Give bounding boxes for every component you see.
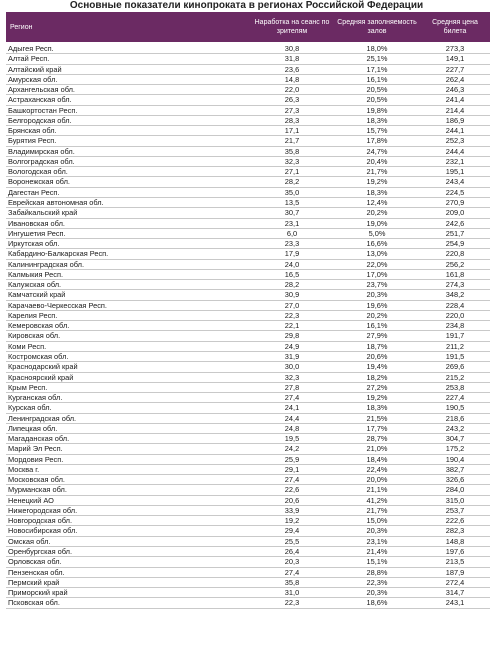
table-row [6, 229, 490, 239]
region-cell: Краснодарский край [8, 362, 78, 372]
region-cell: Крым Респ. [8, 382, 48, 392]
table-row [6, 167, 490, 177]
sessions-cell: 17,1 [284, 126, 300, 136]
table-row [6, 557, 490, 567]
table-row [6, 455, 490, 465]
occupancy-cell: 5,0% [368, 228, 386, 238]
price-cell: 191,7 [445, 331, 465, 341]
price-cell: 252,3 [445, 136, 465, 146]
region-cell: Новгородская обл. [8, 516, 73, 526]
region-cell: Еврейская автономная обл. [8, 197, 104, 207]
table-row [6, 270, 490, 280]
table-row [6, 588, 490, 598]
region-cell: Москва г. [8, 464, 40, 474]
price-cell: 269,6 [445, 362, 465, 372]
sessions-cell: 13,5 [284, 197, 300, 207]
sessions-cell: 30,9 [284, 290, 300, 300]
sessions-cell: 24,2 [284, 444, 300, 454]
region-cell: Амурская обл. [8, 74, 58, 84]
occupancy-cell: 16,1% [366, 321, 388, 331]
table-row [6, 578, 490, 588]
region-cell: Карачаево-Черкесская Респ. [8, 300, 107, 310]
price-cell: 243,1 [445, 598, 465, 608]
table-row [6, 537, 490, 547]
region-cell: Алтайский край [8, 64, 62, 74]
price-cell: 213,5 [445, 557, 465, 567]
table-row [6, 260, 490, 270]
price-cell: 148,8 [445, 536, 465, 546]
table-row [6, 157, 490, 167]
occupancy-cell: 18,4% [366, 454, 388, 464]
price-cell: 272,4 [445, 577, 465, 587]
sessions-cell: 27,8 [284, 382, 300, 392]
table-row [6, 321, 490, 331]
table-row [6, 126, 490, 136]
price-cell: 220,8 [445, 249, 465, 259]
region-cell: Мордовия Респ. [8, 454, 64, 464]
price-cell: 227,7 [445, 64, 465, 74]
sessions-cell: 29,8 [284, 331, 300, 341]
table-row [6, 219, 490, 229]
price-cell: 254,9 [445, 239, 465, 249]
table-row [6, 475, 490, 485]
occupancy-cell: 18,7% [366, 341, 388, 351]
region-cell: Омская обл. [8, 536, 51, 546]
price-cell: 149,1 [445, 54, 465, 64]
price-cell: 270,9 [445, 197, 465, 207]
occupancy-cell: 20,2% [366, 208, 388, 218]
region-cell: Воронежская обл. [8, 177, 70, 187]
occupancy-cell: 15,7% [366, 126, 388, 136]
table-row [6, 383, 490, 393]
sessions-cell: 24,9 [284, 341, 300, 351]
occupancy-cell: 20,5% [366, 95, 388, 105]
sessions-cell: 25,9 [284, 454, 300, 464]
price-cell: 220,0 [445, 310, 465, 320]
price-cell: 197,6 [445, 547, 465, 557]
price-cell: 242,6 [445, 218, 465, 228]
sessions-cell: 24,1 [284, 403, 300, 413]
price-cell: 175,2 [445, 444, 465, 454]
region-cell: Вологодская обл. [8, 167, 68, 177]
occupancy-cell: 20,4% [366, 156, 388, 166]
occupancy-cell: 23,1% [366, 536, 388, 546]
region-cell: Калмыкия Респ. [8, 269, 64, 279]
occupancy-cell: 28,8% [366, 567, 388, 577]
sessions-cell: 21,7 [284, 136, 300, 146]
price-cell: 282,3 [445, 526, 465, 536]
region-cell: Адыгея Респ. [8, 44, 54, 53]
occupancy-cell: 19,4% [366, 362, 388, 372]
occupancy-cell: 20,6% [366, 351, 388, 361]
occupancy-cell: 24,7% [366, 146, 388, 156]
table-row [6, 208, 490, 218]
region-cell: Алтай Респ. [8, 54, 50, 64]
occupancy-cell: 16,1% [366, 74, 388, 84]
occupancy-cell: 20,5% [366, 85, 388, 95]
occupancy-cell: 22,0% [366, 259, 388, 269]
price-cell: 244,1 [445, 126, 465, 136]
price-cell: 246,3 [445, 85, 465, 95]
occupancy-cell: 18,0% [366, 44, 388, 53]
price-cell: 314,7 [445, 588, 465, 598]
region-cell: Костромская обл. [8, 351, 69, 361]
region-cell: Астраханская обл. [8, 95, 72, 105]
price-cell: 191,5 [445, 351, 465, 361]
region-cell: Мурманская обл. [8, 485, 67, 495]
region-cell: Калужская обл. [8, 280, 62, 290]
sessions-cell: 29,1 [284, 464, 300, 474]
region-cell: Курская обл. [8, 403, 52, 413]
table-row [6, 239, 490, 249]
occupancy-cell: 19,8% [366, 105, 388, 115]
price-cell: 211,2 [446, 341, 464, 351]
sessions-cell: 27,3 [284, 105, 300, 115]
table-header [6, 12, 490, 42]
occupancy-cell: 17,1% [366, 64, 388, 74]
price-cell: 273,3 [445, 44, 465, 53]
table-row [6, 177, 490, 187]
sessions-cell: 20,3 [284, 557, 300, 567]
price-cell: 215,2 [445, 372, 465, 382]
price-cell: 161,8 [445, 269, 465, 279]
table-row [6, 290, 490, 300]
region-cell: Кабардино-Балкарская Респ. [8, 249, 109, 259]
sessions-cell: 17,9 [284, 249, 300, 259]
price-cell: 241,4 [445, 95, 465, 105]
occupancy-cell: 21,7% [366, 167, 388, 177]
sessions-cell: 6,0 [286, 228, 298, 238]
sessions-cell: 31,8 [284, 54, 300, 64]
region-cell: Карелия Респ. [8, 310, 58, 320]
price-cell: 228,4 [445, 300, 465, 310]
table-row [6, 65, 490, 75]
table-row [6, 44, 490, 54]
region-cell: Коми Респ. [8, 341, 47, 351]
region-cell: Владимирская обл. [8, 146, 75, 156]
occupancy-cell: 13,0% [366, 249, 388, 259]
sessions-cell: 35,8 [284, 146, 300, 156]
region-cell: Забайкальский край [8, 208, 78, 218]
occupancy-cell: 27,9% [366, 331, 388, 341]
table-row [6, 496, 490, 506]
occupancy-cell: 19,2% [366, 393, 388, 403]
table-row [6, 85, 490, 95]
region-cell: Приморский край [8, 588, 68, 598]
table-row [6, 516, 490, 526]
occupancy-cell: 21,4% [366, 547, 388, 557]
table-row [6, 403, 490, 413]
header-sessions: Наработка на сеанс по зрителям [254, 19, 330, 35]
price-cell: 224,5 [445, 187, 465, 197]
price-cell: 218,6 [445, 413, 465, 423]
sessions-cell: 28,2 [284, 177, 300, 187]
region-cell: Оренбургская обл. [8, 547, 73, 557]
region-cell: Марий Эл Респ. [8, 444, 63, 454]
sessions-cell: 35,0 [284, 187, 300, 197]
price-cell: 190,5 [445, 403, 465, 413]
sessions-cell: 16,5 [284, 269, 300, 279]
region-cell: Ингушетия Респ. [8, 228, 66, 238]
region-cell: Московская обл. [8, 475, 65, 485]
sessions-cell: 23,1 [284, 218, 300, 228]
region-cell: Красноярский край [8, 372, 74, 382]
table-row [6, 526, 490, 536]
region-cell: Нижегородская обл. [8, 505, 78, 515]
table-row [6, 393, 490, 403]
price-cell: 243,4 [445, 177, 465, 187]
region-cell: Орловская обл. [8, 557, 62, 567]
header-occupancy: Средняя заполняемость залов [337, 19, 417, 35]
occupancy-cell: 19,0% [366, 218, 388, 228]
region-cell: Башкортостан Респ. [8, 105, 78, 115]
table-row [6, 434, 490, 444]
sessions-cell: 27,4 [284, 393, 300, 403]
price-cell: 187,9 [445, 567, 465, 577]
price-cell: 284,0 [445, 485, 465, 495]
price-cell: 253,7 [445, 505, 465, 515]
price-cell: 274,3 [445, 280, 465, 290]
occupancy-cell: 19,2% [366, 177, 388, 187]
price-cell: 222,6 [445, 516, 465, 526]
page-title: Основные показатели кинопроката в регионах Российской Федерации [69, 0, 424, 11]
region-cell: Новосибирская обл. [8, 526, 78, 536]
price-cell: 262,4 [445, 74, 465, 84]
sessions-cell: 25,5 [284, 536, 300, 546]
sessions-cell: 24,8 [284, 423, 300, 433]
occupancy-cell: 20,3% [366, 290, 388, 300]
sessions-cell: 19,2 [284, 516, 300, 526]
table-row [6, 568, 490, 578]
header-price: Средняя цена билета [432, 19, 478, 35]
occupancy-cell: 27,2% [366, 382, 388, 392]
sessions-cell: 30,0 [284, 362, 300, 372]
table-row [6, 147, 490, 157]
price-cell: 214,4 [445, 105, 465, 115]
occupancy-cell: 17,8% [366, 136, 388, 146]
sessions-cell: 30,8 [284, 44, 300, 53]
table-row [6, 280, 490, 290]
table-row [6, 414, 490, 424]
price-cell: 256,2 [445, 259, 465, 269]
table-row [6, 485, 490, 495]
occupancy-cell: 16,6% [366, 239, 388, 249]
sessions-cell: 24,0 [284, 259, 300, 269]
sessions-cell: 32,3 [284, 372, 300, 382]
table-row [6, 465, 490, 475]
occupancy-cell: 18,6% [366, 598, 388, 608]
price-cell: 195,1 [445, 167, 465, 177]
table-row [6, 547, 490, 557]
region-cell: Архангельская обл. [8, 85, 75, 95]
sessions-cell: 14,8 [284, 74, 300, 84]
region-cell: Бурятия Респ. [8, 136, 57, 146]
table-row [6, 424, 490, 434]
table-row [6, 301, 490, 311]
table-row [6, 106, 490, 116]
sessions-cell: 31,0 [284, 588, 300, 598]
price-cell: 243,2 [445, 423, 465, 433]
sessions-cell: 22,1 [284, 321, 300, 331]
occupancy-cell: 18,3% [366, 187, 388, 197]
occupancy-cell: 20,3% [366, 526, 388, 536]
occupancy-cell: 25,1% [366, 54, 388, 64]
region-cell: Псковская обл. [8, 598, 60, 608]
occupancy-cell: 18,3% [366, 115, 388, 125]
price-cell: 234,8 [445, 321, 465, 331]
region-cell: Ивановская обл. [8, 218, 65, 228]
sessions-cell: 27,0 [284, 300, 300, 310]
table-row [6, 331, 490, 341]
price-cell: 186,9 [445, 115, 465, 125]
occupancy-cell: 21,1% [366, 485, 388, 495]
table-row [6, 506, 490, 516]
occupancy-cell: 18,2% [366, 372, 388, 382]
region-cell: Ненецкий АО [8, 495, 54, 505]
table-row [6, 136, 490, 146]
region-cell: Ленинградская обл. [8, 413, 77, 423]
sessions-cell: 20,6 [284, 495, 300, 505]
region-cell: Магаданская обл. [8, 434, 70, 444]
sessions-cell: 27,1 [284, 167, 300, 177]
table-row [6, 352, 490, 362]
region-cell: Пензенская обл. [8, 567, 65, 577]
region-cell: Курганская обл. [8, 393, 63, 403]
sessions-cell: 35,8 [284, 577, 300, 587]
sessions-cell: 27,4 [284, 475, 300, 485]
table-row [6, 116, 490, 126]
occupancy-cell: 18,3% [366, 403, 388, 413]
price-cell: 244,4 [445, 146, 465, 156]
sessions-cell: 31,9 [284, 351, 300, 361]
occupancy-cell: 21,0% [366, 444, 388, 454]
header-region: Регион [10, 23, 33, 31]
table-row [6, 311, 490, 321]
occupancy-cell: 15,1% [366, 557, 388, 567]
occupancy-cell: 22,3% [366, 577, 388, 587]
table-row [6, 598, 490, 608]
price-cell: 190,4 [445, 454, 465, 464]
region-cell: Липецкая обл. [8, 423, 58, 433]
price-cell: 326,6 [445, 475, 465, 485]
sessions-cell: 22,3 [284, 598, 300, 608]
occupancy-cell: 21,7% [366, 505, 388, 515]
region-cell: Кировская обл. [8, 331, 61, 341]
table-row [6, 249, 490, 259]
occupancy-cell: 12,4% [366, 197, 388, 207]
price-cell: 251,7 [445, 228, 465, 238]
sessions-cell: 27,4 [284, 567, 300, 577]
sessions-cell: 26,4 [284, 547, 300, 557]
table-row [6, 362, 490, 372]
occupancy-cell: 17,7% [366, 423, 388, 433]
price-cell: 304,7 [445, 434, 465, 444]
sessions-cell: 24,4 [284, 413, 300, 423]
sessions-cell: 33,9 [284, 505, 300, 515]
price-cell: 209,0 [445, 208, 465, 218]
sessions-cell: 23,3 [284, 239, 300, 249]
table-row [6, 75, 490, 85]
price-cell: 348,2 [445, 290, 465, 300]
region-cell: Калининградская обл. [8, 259, 85, 269]
sessions-cell: 19,5 [284, 434, 300, 444]
table-row [6, 198, 490, 208]
region-cell: Волгоградская обл. [8, 156, 75, 166]
sessions-cell: 30,7 [284, 208, 300, 218]
price-cell: 253,8 [445, 382, 465, 392]
region-cell: Дагестан Респ. [8, 187, 60, 197]
price-cell: 382,7 [445, 464, 465, 474]
occupancy-cell: 41,2% [366, 495, 388, 505]
sessions-cell: 32,3 [284, 156, 300, 166]
table-row [6, 342, 490, 352]
occupancy-cell: 20,2% [366, 310, 388, 320]
occupancy-cell: 17,0% [366, 269, 388, 279]
sessions-cell: 22,6 [284, 485, 300, 495]
sessions-cell: 22,3 [284, 310, 300, 320]
price-cell: 227,4 [445, 393, 465, 403]
occupancy-cell: 28,7% [366, 434, 388, 444]
price-cell: 315,0 [445, 495, 465, 505]
occupancy-cell: 20,0% [366, 475, 388, 485]
sessions-cell: 29,4 [284, 526, 300, 536]
occupancy-cell: 21,5% [366, 413, 388, 423]
table-row [6, 188, 490, 198]
sessions-cell: 28,3 [284, 115, 300, 125]
sessions-cell: 22,0 [284, 85, 300, 95]
occupancy-cell: 23,7% [366, 280, 388, 290]
region-cell: Белгородская обл. [8, 115, 72, 125]
table-row [6, 373, 490, 383]
region-cell: Кемеровская обл. [8, 321, 70, 331]
table-row [6, 95, 490, 105]
table-body [6, 44, 490, 609]
region-cell: Брянская обл. [8, 126, 57, 136]
table-row [6, 54, 490, 64]
region-cell: Камчатский край [8, 290, 66, 300]
region-cell: Пермский край [8, 577, 60, 587]
sessions-cell: 23,6 [284, 64, 300, 74]
sessions-cell: 28,2 [284, 280, 300, 290]
price-cell: 232,1 [445, 156, 465, 166]
occupancy-cell: 22,4% [366, 464, 388, 474]
table-row [6, 444, 490, 454]
occupancy-cell: 20,3% [366, 588, 388, 598]
occupancy-cell: 15,0% [366, 516, 388, 526]
region-cell: Иркутская обл. [8, 239, 60, 249]
occupancy-cell: 19,6% [366, 300, 388, 310]
sessions-cell: 26,3 [284, 95, 300, 105]
